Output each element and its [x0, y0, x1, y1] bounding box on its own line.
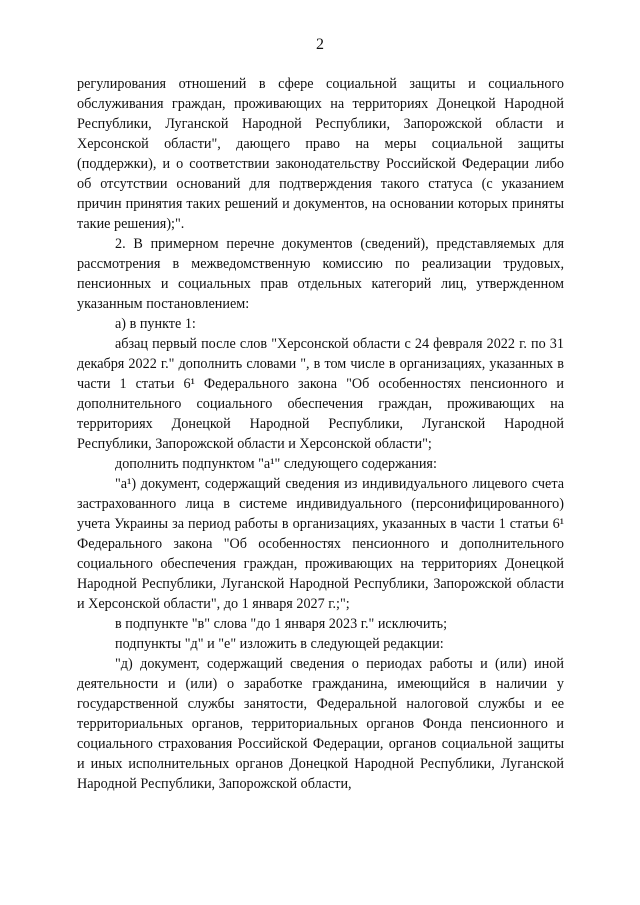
paragraph-subitem-a: а) в пункте 1:: [115, 316, 196, 332]
paragraph-add-subpoint: дополнить подпунктом "а¹" следующего содержания:: [115, 456, 437, 472]
document-body: [77, 74, 564, 794]
paragraph-subpoint-v: в подпункте "в" слова "до 1 января 2023 г." исключить;: [115, 616, 448, 632]
paragraph-subpoints-d-e: подпункты "д" и "е" изложить в следующей редакции:: [115, 636, 444, 652]
paragraph-continuation: регулирования отношений в сфере социальной защиты и социального обслуживания граждан, проживающих на территориях Донецкой Народной Республики, Луганской Народной Республики, Запорожской области и Херсонской области", дающего право на меры социальной защиты (поддержки), и о соответствии законодательству Российской Федерации либо об отсутствии оснований для подтверждения такого статуса (с указанием причин принятия таких решений и документов, на основании которых приняты такие решения);".: [77, 76, 564, 232]
paragraph-subpoint-d: "д) документ, содержащий сведения о периодах работы и (или) иной деятельности и (или) о заработке гражданина, имеющийся в наличии у государственной службы занятости, Федеральной налоговой службы и ее территориальных органов, территориальных органов Фонда пенсионного и социального страхования Российской Федерации, органов социальной защиты и иных исполнительных органов Донецкой Народной Республики, Луганской Народной Республики, Запорожской области,: [77, 656, 564, 792]
page-number: 2: [316, 36, 324, 53]
paragraph-item-2: 2. В примерном перечне документов (сведений), представляемых для рассмотрения в межведомственную комиссию по реализации трудовых, пенсионных и социальных прав отдельных категорий лиц, утвержденном указанным постановлением:: [77, 236, 564, 312]
paragraph-subpoint-a1: "а¹) документ, содержащий сведения из индивидуального лицевого счета застрахованного лица в системе индивидуального (персонифицированного) учета Украины за период работы в организациях, указанных в части 1 статьи 6¹ Федерального закона "Об особенностях пенсионного и дополнительного социального обеспечения граждан, проживающих на территориях Донецкой Народной Республики, Луганской Народной Республики, Запорожской области и Херсонской области", до 1 января 2027 г.;";: [77, 476, 564, 612]
paragraph-first-abzac: абзац первый после слов "Херсонской области с 24 февраля 2022 г. по 31 декабря 2022 г." дополнить словами ", в том числе в организациях, указанных в части 1 статьи 6¹ Федерального закона "Об особенностях пенсионного и дополнительного социального обеспечения граждан, проживающих на территориях Донецкой Народной Республики, Луганской Народной Республики, Запорожской области и Херсонской области";: [77, 336, 564, 452]
